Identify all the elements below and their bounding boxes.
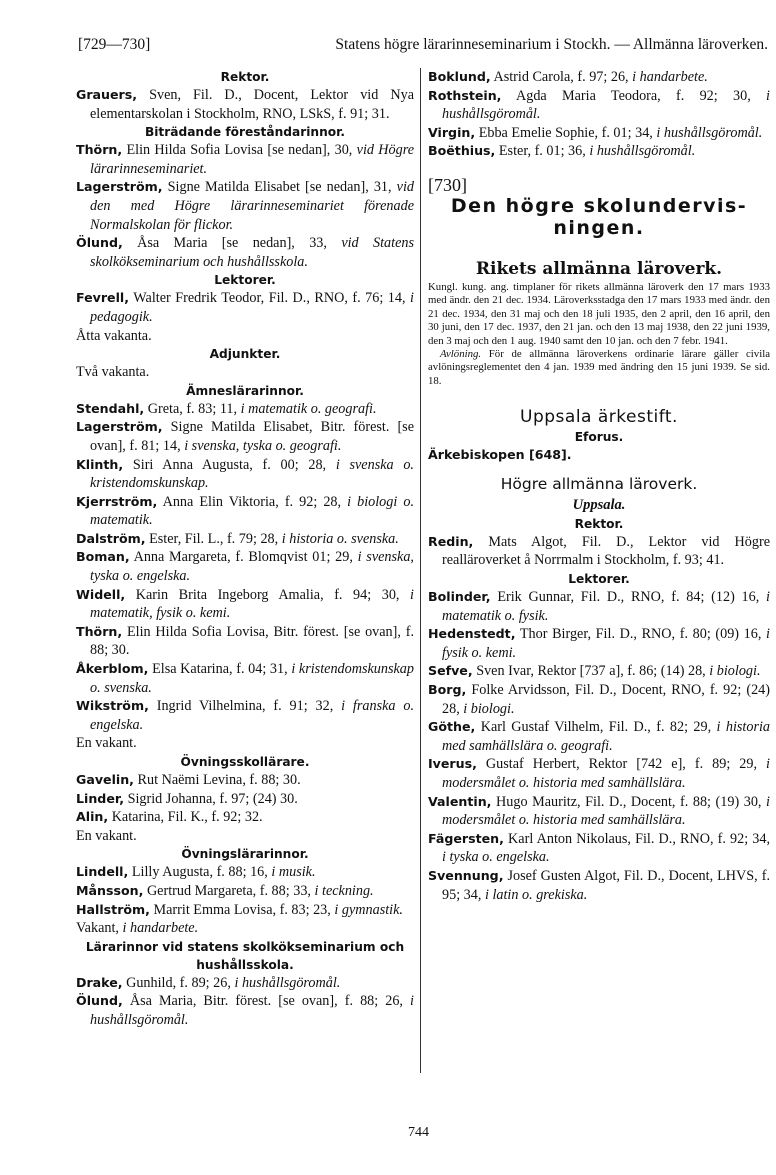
person-name: Drake, xyxy=(76,974,123,990)
person-entry xyxy=(428,662,770,681)
person-details: Lilly Augusta, f. 88; 16, xyxy=(128,864,272,881)
person-details: Signe Matilda Elisabet [se nedan], 31, xyxy=(162,179,397,196)
person-subject: i pedagogik. xyxy=(90,290,414,325)
person-details: Elin Hilda Sofia Lovisa, Bitr. förest. [se ovan], f. 88; 30. xyxy=(90,623,414,659)
person-details: Anna Margareta, f. Blomqvist 01; 29, xyxy=(129,549,358,566)
section-heading: Biträdande föreståndarinnor. xyxy=(144,125,346,140)
person-details: Siri Anna Augusta, f. 00; 28, xyxy=(123,456,336,473)
person-name: Lindell, xyxy=(76,864,129,880)
diocese-title: Uppsala ärkestift. xyxy=(520,407,678,428)
person-subject: i musik. xyxy=(271,864,316,881)
plain-text: En vakant. xyxy=(76,827,137,844)
person-name: Iverus, xyxy=(428,756,477,772)
person-details: Karl Anton Nikolaus, Fil. D., RNO, f. 92; 34, xyxy=(503,830,770,847)
person-subject: vid den med Högre lärarinneseminariet förenade Normalskolan för flickor. xyxy=(90,179,414,233)
page-number: 744 xyxy=(408,1125,429,1140)
person-name: Stendahl, xyxy=(76,400,145,416)
section-heading: Lärarinnor vid statens skolkökseminarium och hushållsskola. xyxy=(85,939,405,972)
person-subject: i kristendomskunskap o. svenska. xyxy=(90,661,414,696)
person-details: Erik Gunnar, Fil. D., RNO, f. 84; (12) 16, xyxy=(490,589,767,605)
person-name: Hallström, xyxy=(76,901,150,917)
person-name: Ölund, xyxy=(76,235,123,251)
person-details: Katarina, Fil. K., f. 92; 32. xyxy=(108,809,263,826)
person-subject: i matematik o. fysik. xyxy=(442,589,770,624)
person-entry xyxy=(76,992,414,1029)
running-header xyxy=(78,36,768,54)
person-details: Thor Birger, Fil. D., RNO, f. 80; (09) 16, xyxy=(515,626,767,643)
person-entry xyxy=(428,718,770,755)
person-subject: i svenska, tyska o. engelska. xyxy=(90,549,414,585)
person-entry xyxy=(428,533,770,570)
plain-line xyxy=(76,734,414,753)
person-subject: i hushållsgöromål. xyxy=(234,974,341,991)
person-name: Grauers, xyxy=(76,87,138,102)
rektor-entries xyxy=(428,533,770,570)
person-details: Agda Maria Teodora, f. 92; 30, xyxy=(501,87,767,104)
person-name: Thörn, xyxy=(76,623,123,639)
section-subtitle: Rikets allmänna läroverk. xyxy=(475,258,723,279)
person-subject: i svenska o. kristendomskunskap. xyxy=(90,456,414,492)
person-name: Linder, xyxy=(76,790,125,806)
person-subject: vid Högre lärarinneseminariet. xyxy=(90,142,414,177)
person-name: Boman, xyxy=(76,549,130,565)
person-subject: i fysik o. kemi. xyxy=(442,626,770,661)
person-details: Josef Gusten Algot, Fil. D., Docent, LHVS, f. 95; 34, xyxy=(442,867,770,903)
person-entry xyxy=(76,697,414,734)
person-entry xyxy=(76,456,414,493)
person-name: Widell, xyxy=(76,586,126,602)
person-entry xyxy=(76,882,414,901)
lektorer-entries xyxy=(428,588,770,904)
person-details: Sven, Fil. D., Docent, Lektor vid Nya elementarskolan i Stockholm, RNO, LSkS, f. 91; 31. xyxy=(90,87,414,122)
plain-line xyxy=(76,919,414,938)
person-details: Marrit Emma Lovisa, f. 83; 23, xyxy=(149,901,335,918)
left-column xyxy=(76,68,414,1030)
person-entry xyxy=(428,793,770,830)
person-name: Månsson, xyxy=(76,882,144,898)
person-entry xyxy=(428,830,770,867)
person-details: Elsa Katarina, f. 04; 31, xyxy=(148,661,292,678)
person-details: Folke Arvidsson, Fil. D., Docent, RNO, f. 92; (24) 28, xyxy=(442,681,770,717)
person-entry xyxy=(76,901,414,920)
person-entry xyxy=(428,625,770,662)
rektor-heading: Rektor. xyxy=(574,516,624,531)
person-subject: i teckning. xyxy=(314,882,374,899)
person-name: Klinth, xyxy=(76,456,124,472)
person-entry xyxy=(76,400,414,419)
header-page-range: [729—730] xyxy=(78,36,151,53)
person-name: Sefve, xyxy=(428,663,473,679)
person-details: Karin Brita Ingeborg Amalia, f. 94; 30, xyxy=(125,586,411,603)
person-subject: i hushållsgöromål. xyxy=(656,124,763,141)
person-subject: i modersmålet o. historia med samhällslära. xyxy=(442,793,770,829)
salary-note xyxy=(428,348,770,388)
section-heading: Ämneslärarinnor. xyxy=(186,383,304,398)
person-subject: i handarbete. xyxy=(632,69,708,85)
person-entry xyxy=(428,87,770,124)
person-subject: i modersmålet o. historia med samhällslära. xyxy=(442,756,770,791)
person-entry xyxy=(428,755,770,792)
person-entry xyxy=(76,974,414,993)
person-entry xyxy=(428,588,770,625)
person-entry xyxy=(76,178,414,234)
lektorer-heading: Lektorer. xyxy=(568,572,630,586)
person-name: Boklund, xyxy=(428,69,491,84)
person-name: Bolinder, xyxy=(428,589,491,604)
person-details: Hugo Mauritz, Fil. D., Docent, f. 88; (19) 30, xyxy=(491,793,767,810)
person-subject: i hushållsgöromål. xyxy=(90,993,414,1028)
person-name: Virgin, xyxy=(428,124,476,140)
section-heading: Övningsskollärare. xyxy=(180,755,310,769)
salary-note-text: För de allmänna läroverkens ordinarie lärare gäller civila avlöningsreglementet den 4 jan. 1939 med ändring den 15 juni 1939. Se sid. 18. xyxy=(428,348,770,387)
person-entry xyxy=(76,141,414,178)
header-title: Statens högre lärarinneseminarium i Stockh. — Allmänna läroverken. xyxy=(335,36,768,53)
person-subject: i hushållsgöromål. xyxy=(589,143,696,160)
section-heading: Lektorer. xyxy=(214,273,276,288)
person-details: Ebba Emelie Sophie, f. 01; 34, xyxy=(475,124,657,141)
person-details: Ester, f. 01; 36, xyxy=(495,143,590,160)
person-subject: i svenska, tyska o. geografi. xyxy=(184,437,342,454)
plain-text: Vakant, xyxy=(76,920,123,937)
person-name: Redin, xyxy=(428,533,474,549)
person-details: Greta, f. 83; 11, xyxy=(144,400,241,417)
section-heading: Rektor. xyxy=(220,70,270,84)
person-details: Signe Matilda Elisabet, Bitr. förest. [se ovan], f. 81; 14, xyxy=(90,419,414,454)
person-name: Fevrell, xyxy=(76,290,130,306)
person-entry xyxy=(76,790,414,809)
person-entry xyxy=(76,289,414,326)
person-details: Rut Naëmi Levina, f. 88; 30. xyxy=(133,772,301,788)
person-name: Göthe, xyxy=(428,719,476,735)
person-name: Hedenstedt, xyxy=(428,626,516,642)
person-subject: i biologi. xyxy=(463,700,515,717)
person-subject: i historia med samhällslära o. geografi. xyxy=(442,719,771,754)
person-details: Walter Fredrik Teodor, Fil. D., RNO, f. 76; 14, xyxy=(129,290,411,307)
person-details: Gunhild, f. 89; 26, xyxy=(122,974,235,991)
person-subject: i historia o. svenska. xyxy=(281,530,399,547)
person-name: Svennung, xyxy=(428,867,504,883)
person-entry xyxy=(76,530,414,549)
person-entry xyxy=(76,623,414,660)
person-subject: i gymnastik. xyxy=(334,901,403,918)
right-top-entries xyxy=(428,68,770,161)
plain-line xyxy=(76,827,414,846)
person-details: Ingrid Vilhelmina, f. 91; 32, xyxy=(148,698,342,715)
person-name: Thörn, xyxy=(76,142,123,158)
person-entry xyxy=(76,493,414,530)
school-type-title: Högre allmänna läroverk. xyxy=(500,474,698,493)
person-details: Sigrid Johanna, f. 97; (24) 30. xyxy=(124,790,298,807)
person-name: Fägersten, xyxy=(428,830,504,846)
eforus-entry xyxy=(428,446,770,465)
person-entry xyxy=(76,418,414,455)
person-details: Åsa Maria [se nedan], 33, xyxy=(122,235,342,252)
person-details: Astrid Carola, f. 97; 26, xyxy=(490,69,633,85)
person-details: Elin Hilda Sofia Lovisa [se nedan], 30, xyxy=(122,142,357,159)
person-entry xyxy=(76,86,414,123)
person-entry xyxy=(428,867,770,904)
person-entry xyxy=(428,142,770,161)
person-name: Lagerström, xyxy=(76,419,163,435)
section-heading: Övningslärarinnor. xyxy=(181,847,309,862)
person-details: Anna Elin Viktoria, f. 92; 28, xyxy=(157,493,348,510)
section-heading: Adjunkter. xyxy=(209,347,281,362)
person-subject: i biologi. xyxy=(709,663,761,680)
person-name: Ölund, xyxy=(76,993,123,1009)
person-subject: vid Statens skolkökseminarium och hushållsskola. xyxy=(90,235,414,270)
person-details: Åsa Maria, Bitr. förest. [se ovan], f. 88; 26, xyxy=(122,993,411,1010)
person-subject: i franska o. engelska. xyxy=(90,698,414,733)
italic-text: i handarbete. xyxy=(122,920,199,937)
person-details: Mats Algot, Fil. D., Lektor vid Högre realläroverket å Norrmalm i Stockholm, f. 93; 41. xyxy=(442,533,770,569)
person-details: Ester, Fil. L., f. 79; 28, xyxy=(145,530,282,547)
salary-note-label: Avlöning. xyxy=(440,348,482,360)
person-entry xyxy=(76,660,414,697)
person-name: Wikström, xyxy=(76,698,149,714)
person-entry xyxy=(76,234,414,271)
person-name: Boëthius, xyxy=(428,143,496,159)
person-entry xyxy=(428,124,770,143)
person-subject: i biologi o. matematik. xyxy=(90,493,414,529)
person-name: Kjerrström, xyxy=(76,493,158,509)
person-entry xyxy=(76,863,414,882)
person-name: Dalström, xyxy=(76,530,146,546)
person-name: Rothstein, xyxy=(428,87,502,103)
eforus-name: Ärkebiskopen [648]. xyxy=(428,447,572,463)
person-name: Gavelin, xyxy=(76,772,134,787)
plain-line xyxy=(76,363,414,382)
person-entry xyxy=(428,68,770,87)
person-details: Gertrud Margareta, f. 88; 33, xyxy=(143,882,315,899)
person-entry xyxy=(76,808,414,827)
eforus-heading: Eforus. xyxy=(574,430,624,445)
section-number: [730] xyxy=(428,174,467,195)
section-title: Den högre skolundervis-ningen. xyxy=(450,194,748,239)
person-name: Valentin, xyxy=(428,793,492,809)
plain-text: Två vakanta. xyxy=(76,364,150,381)
person-subject: i latin o. grekiska. xyxy=(484,886,588,903)
city-heading: Uppsala. xyxy=(572,496,626,513)
column-divider xyxy=(420,68,421,1073)
person-entry xyxy=(76,548,414,585)
plain-text: Åtta vakanta. xyxy=(76,327,152,344)
person-name: Lagerström, xyxy=(76,179,163,195)
person-entry xyxy=(428,681,770,718)
legal-note: Kungl. kung. ang. timplaner för rikets allmänna läroverk den 17 mars 1933 med ändr. den 21 dec. 1934. Läroverksstadga den 17 mars 1933 med ändr. den 21 dec. 1934, den 31 maj och den 18 juli 1935, den 2 april, den 16 april, den 30 juni, den 17 dec. 1937, den 21 jan. och den 13 maj 1938, den 22 juni 1939, den 3 maj och den 1 aug. 1940 samt den 10 jan. och den 7 febr. 1941. xyxy=(428,280,770,347)
person-details: Gustaf Herbert, Rektor [742 e], f. 89; 29, xyxy=(476,756,767,773)
plain-line xyxy=(76,327,414,346)
person-entry xyxy=(76,586,414,623)
person-details: Karl Gustaf Vilhelm, Fil. D., f. 82; 29, xyxy=(475,719,717,736)
plain-text: En vakant. xyxy=(76,735,137,752)
right-column xyxy=(428,68,770,904)
person-entry xyxy=(76,771,414,790)
person-details: Sven Ivar, Rektor [737 a], f. 86; (14) 28, xyxy=(472,663,710,680)
person-name: Åkerblom, xyxy=(76,661,149,677)
person-subject: i matematik o. geografi. xyxy=(240,400,377,417)
person-name: Alin, xyxy=(76,809,109,825)
person-subject: i hushållsgöromål. xyxy=(442,87,770,123)
person-subject: i matematik, fysik o. kemi. xyxy=(90,586,414,622)
person-subject: i tyska o. engelska. xyxy=(442,849,550,866)
person-name: Borg, xyxy=(428,681,467,697)
